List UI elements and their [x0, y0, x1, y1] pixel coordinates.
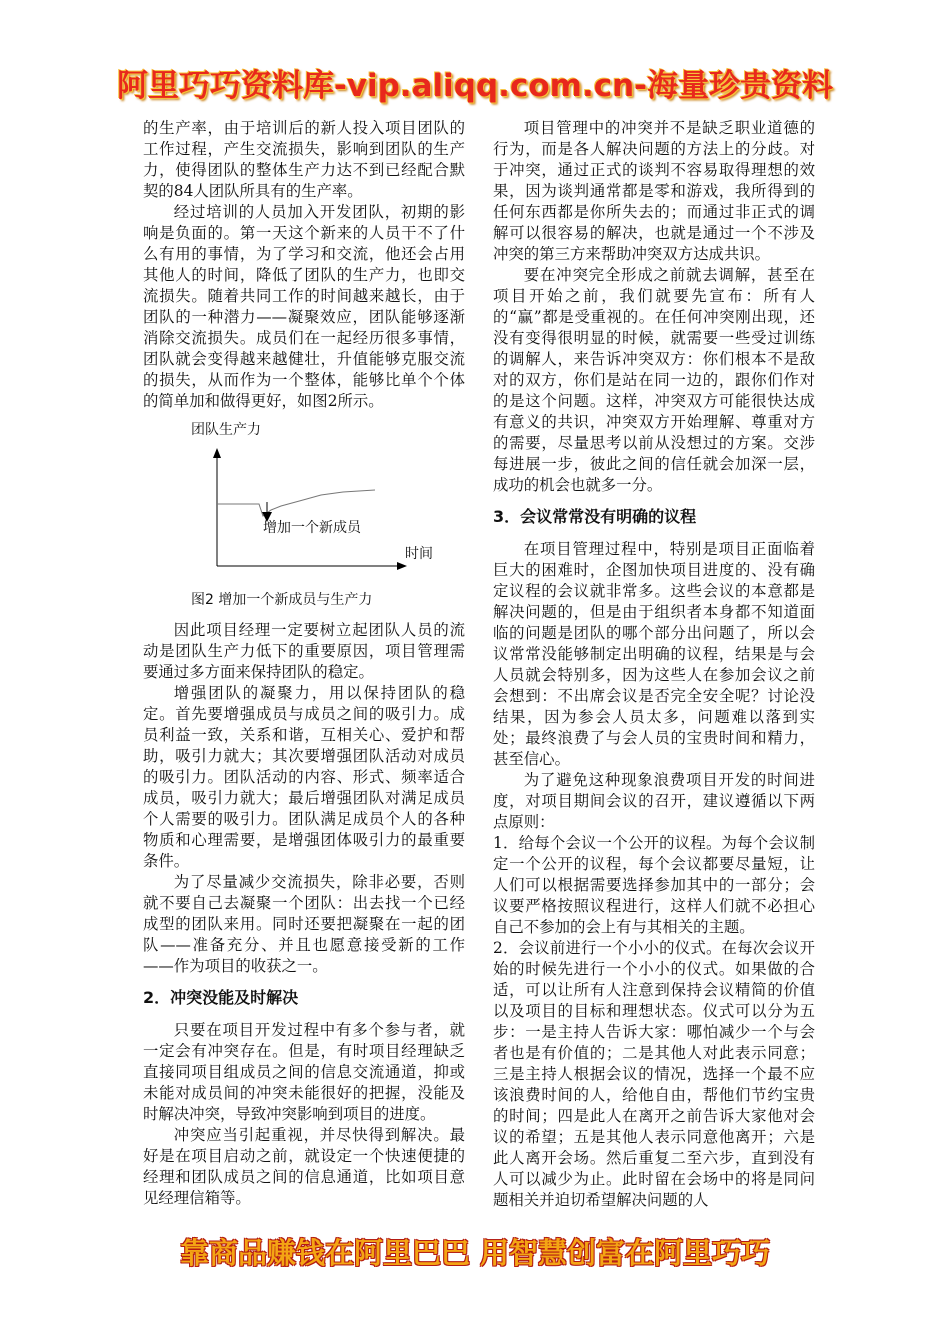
figure-y-label: 团队生产力 [191, 422, 261, 438]
list-item: 2．会议前进行一个小小的仪式。在每次会议开始的时候先进行一个小小的仪式。如果做的合适，可以让所有人注意到保持会议精简的价值以及项目的目标和理想状态。仪式可以分为五步：一是主持人告诉大家：哪怕减少一个与会者也是有价值的；二是其他人对此表示同意；三是主持人根据会议的情况，选择一个最不应该浪费时间的人，给他自由，帮他们节约宝贵的时间；四是此人在离开之前告诉大家他对会议的希望；五是其他人表示同意他离开；六是此人离开会场。然后重复二至六步，直到没有人可以减少为止。此时留在会场中的将是同问题相关并迫切希望解决问题的人 [493, 939, 815, 1209]
paragraph: 项目管理中的冲突并不是缺乏职业道德的行为，而是各人解决问题的方法上的分歧。对于冲突，通过正式的谈判不容易取得理想的效果，因为谈判通常都是零和游戏，我所得到的任何东西都是你所失去的；而通过非正式的调解可以很容易的解决，也就是通过一个不涉及冲突的第三方来帮助冲突双方达成共识。 [493, 119, 815, 263]
section-heading: 2．冲突没能及时解决 [143, 988, 299, 1007]
paragraph: 只要在项目开发过程中有多个参与者，就一定会有冲突存在。但是，有时项目经理缺乏直接同项目组成员之间的信息交流通道，抑或未能对成员间的冲突未能很好的把握，没能及时解决冲突，导致冲突影响到项目的进度。 [143, 1021, 465, 1123]
paragraph: 经过培训的人员加入开发团队，初期的影响是负面的。第一天这个新来的人员干不了什么有用的事情，为了学习和交流，他还会占用其他人的时间，降低了团队的生产力，也即交流损失。随着共同工作的时间越来越长，由于团队的一种潜力——凝聚效应，团队能够逐渐消除交流损失。成员们在一起经历很多事情，团队就会变得越来越健壮，升值能够克服交流的损失，从而作为一个整体，能够比单个个体的简单加和做得更好，如图2所示。 [143, 203, 465, 410]
paragraph: 增强团队的凝聚力，用以保持团队的稳定。首先要增强成员与成员之间的吸引力。成员利益一致，关系和谐，互相关心、爱护和帮助，吸引力就大；其次要增强团队活动对成员的吸引力。团队活动的内容、形式、频率适合成员，吸引力就大；最后增强团队对满足成员个人需要的吸引力。团队满足成员个人的各种物质和心理需要，是增强团体吸引力的最重要条件。 [143, 684, 465, 870]
figure-team-productivity [143, 416, 465, 608]
left-column [143, 118, 465, 1209]
paragraph: 的生产率，由于培训后的新人投入项目团队的工作过程，产生交流损失，影响到团队的生产力，使得团队的整体生产力达不到已经配合默契的84人团队所具有的生产率。 [143, 119, 465, 200]
paragraph: 冲突应当引起重视，并尽快得到解决。最好是在项目启动之前，就设定一个快速便捷的经理和团队成员之间的信息通道，比如项目意见经理信箱等。 [143, 1126, 465, 1207]
paragraph: 为了尽量减少交流损失，除非必要，否则就不要自己去凝聚一个团队：出去找一个已经成型的团队来用。同时还要把凝聚在一起的团队——准备充分、并且也愿意接受新的工作——作为项目的收获之一。 [143, 873, 465, 975]
paragraph: 在项目管理过程中，特别是项目正面临着巨大的困难时，企图加快项目进度的、没有确定议程的会议就非常多。这些会议的本意都是解决问题的，但是由于组织者本身都不知道面临的问题是团队的哪个部分出问题了，所以会议常常没能够制定出明确的议程，结果是与会人员就会特别多，因为这些人在参加会议之前会想到：不出席会议是否完全安全呢？讨论没结果，因为参会人员太多，问题难以落到实处；最终浪费了与会人员的宝贵时间和精力，甚至信心。 [493, 540, 815, 768]
footer-banner: 靠商品赚钱在阿里巴巴 用智慧创富在阿里巧巧 [179, 1236, 771, 1270]
section-heading: 3．会议常常没有明确的议程 [493, 507, 697, 526]
figure-x-label: 时间 [405, 546, 433, 562]
paragraph: 因此项目经理一定要树立起团队人员的流动是团队生产力低下的重要原因，项目管理需要通过多方面来保持团队的稳定。 [143, 621, 465, 681]
list-item: 1．给每个会议一个公开的议程。为每个会议制定一个公开的议程，每个会议都要尽量短，让人们可以根据需要选择参加其中的一部分；会议要严格按照议程进行，这样人们就不必担心自己不参加的会上有与其相关的主题。 [493, 834, 815, 936]
paragraph: 为了避免这种现象浪费项目开发的时间进度，对项目期间会议的召开，建议遵循以下两点原则： [493, 771, 815, 831]
header-banner: 阿里巧巧资料库-vip.aliqq.com.cn-海量珍贵资料 [116, 68, 834, 104]
figure-annotation: 增加一个新成员 [263, 520, 361, 536]
figure-caption: 图2 增加一个新成员与生产力 [191, 592, 373, 608]
paragraph: 要在冲突完全形成之前就去调解，甚至在项目开始之前，我们就要先宣布：所有人的“赢”都是受重视的。在任何冲突刚出现，还没有变得很明显的时候，就需要一些受过训练的调解人，来告诉冲突双方：你们根本不是敌对的双方，你们是站在同一边的，跟你们作对的是这个问题。这样，冲突双方可能很快达成有意义的共识，冲突双方开始理解、尊重对方的需要，尽量思考以前从没想过的方案。交涉每进展一步，彼此之间的信任就会加深一层，成功的机会也就多一分。 [493, 266, 815, 494]
right-column [493, 118, 815, 1211]
